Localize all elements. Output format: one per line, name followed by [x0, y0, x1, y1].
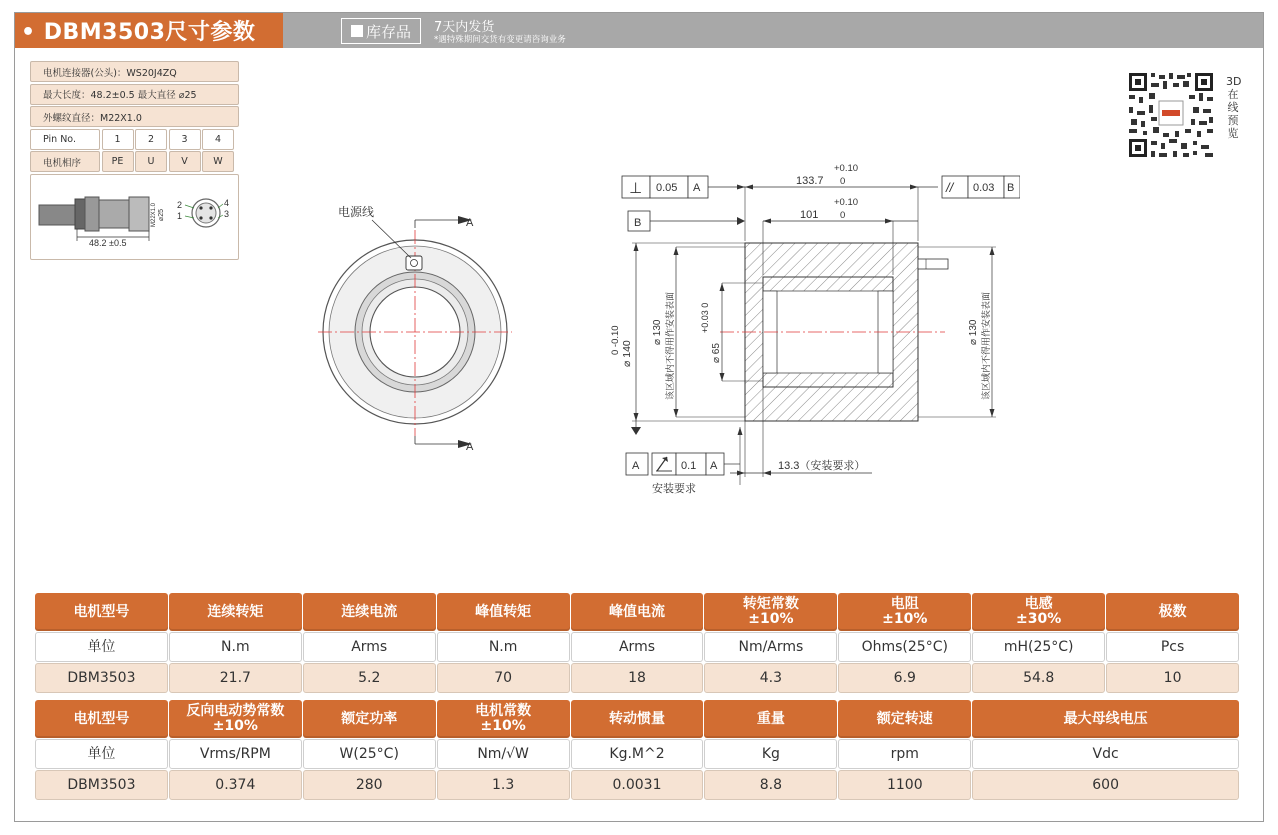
- table2-header: 最大母线电压: [972, 700, 1239, 738]
- table1-header: 电机型号: [35, 593, 168, 631]
- table1-header: [704, 593, 837, 631]
- table2-header: 重量: [704, 700, 837, 738]
- header-lines: [1016, 597, 1061, 627]
- dia-outer-tol: 0 -0.10: [610, 325, 621, 355]
- table1-header: 峰值转矩: [437, 593, 570, 631]
- table2-header: [169, 700, 302, 738]
- dia-130-left: ⌀ 130: [652, 319, 663, 345]
- perp-symbol: ⊥: [629, 179, 643, 197]
- parallel-value: 0.03: [973, 182, 995, 194]
- table1-value: 18: [571, 663, 704, 693]
- delivery-sub: *遇特殊期间交货有变更请咨询业务: [434, 35, 566, 45]
- no-mount-right: 该区域内不得用作安装表面: [981, 291, 991, 400]
- table2-unit: Kg: [704, 739, 837, 769]
- dim-diameter: ⌀25: [158, 208, 165, 221]
- table1-unit: Arms: [571, 632, 704, 662]
- table1-value: 4.3: [704, 663, 837, 693]
- qr-code[interactable]: [1127, 71, 1215, 159]
- mount-offset: 13.3（安装要求）: [778, 460, 866, 472]
- table1-unit: mH(25°C): [972, 632, 1105, 662]
- no-mount-left: 该区域内不得用作安装表面: [665, 291, 675, 400]
- dia-outer: ⌀ 140: [621, 340, 633, 367]
- page-title: • DBM3503尺寸参数: [15, 13, 283, 48]
- connector-svg: [31, 175, 238, 259]
- table1-unit: Ohms(25°C): [838, 632, 971, 662]
- table2-header: 转动惯量: [571, 700, 704, 738]
- header-lines: [186, 704, 284, 734]
- table2-value: 600: [972, 770, 1239, 800]
- header-lines: [743, 597, 799, 627]
- dia-130-right: ⌀ 130: [968, 319, 979, 345]
- spec-table-1: [35, 593, 1240, 694]
- qr-label[interactable]: 3D在线预览: [1226, 75, 1242, 140]
- table1-value: 54.8: [972, 663, 1105, 693]
- header-band: [283, 13, 1263, 48]
- table1-value: 21.7: [169, 663, 302, 693]
- dia-65-tol: +0.03 0: [700, 302, 710, 333]
- len-total: 133.7: [796, 175, 824, 187]
- table2-unit: Vdc: [972, 739, 1239, 769]
- dia-65: ⌀ 65: [711, 343, 722, 363]
- len-total-tol-low: 0: [840, 176, 846, 187]
- header-lines: [882, 597, 927, 627]
- table2-header: [437, 700, 570, 738]
- mount-req: 安装要求: [652, 483, 696, 495]
- table1-unit: Nm/Arms: [704, 632, 837, 662]
- box-icon: [351, 25, 363, 37]
- table2-header: 额定转速: [838, 700, 971, 738]
- header-line: ±10%: [882, 611, 928, 627]
- perp-ref: A: [693, 182, 701, 194]
- table2-unit: Nm/√W: [437, 739, 570, 769]
- table1-header: 峰值电流: [571, 593, 704, 631]
- runout-ref-right: A: [710, 460, 718, 472]
- stock-badge: [341, 18, 421, 44]
- datum-b: B: [634, 217, 642, 229]
- runout-value: 0.1: [681, 460, 697, 472]
- table1-value: DBM3503: [35, 663, 168, 693]
- pin-cell: 1: [102, 129, 134, 150]
- table2-unit: rpm: [838, 739, 971, 769]
- pin-label: 1: [177, 210, 183, 221]
- pin-cell: 3: [169, 129, 201, 150]
- side-view-drawing: [600, 155, 1020, 500]
- runout-ref-left: A: [632, 460, 640, 472]
- table2-value: 8.8: [704, 770, 837, 800]
- table1-value: 70: [437, 663, 570, 693]
- table2-value: DBM3503: [35, 770, 168, 800]
- pin-cell: 4: [202, 129, 234, 150]
- seq-cell: PE: [102, 151, 134, 172]
- header-line: 反向电动势常数: [186, 703, 285, 719]
- table2-unit: 单位: [35, 739, 168, 769]
- table1-header: 连续电流: [303, 593, 436, 631]
- phase-sequence-row: [30, 151, 239, 172]
- table1-unit: N.m: [169, 632, 302, 662]
- table1-value: 10: [1106, 663, 1239, 693]
- pin-number-row: [30, 129, 239, 150]
- table2-header: 额定功率: [303, 700, 436, 738]
- connector-length: 最大长度：48.2±0.5 最大直径 ⌀25: [30, 84, 239, 105]
- connector-drawing: [30, 174, 239, 260]
- len-inner: 101: [800, 209, 819, 221]
- header-line: 电阻: [890, 596, 919, 612]
- connector-panel: [30, 61, 239, 260]
- len-inner-tol-low: 0: [840, 210, 846, 221]
- perp-value: 0.05: [656, 182, 678, 194]
- table2-value: 0.374: [169, 770, 302, 800]
- table1-value: 6.9: [838, 663, 971, 693]
- header-lines: [475, 704, 531, 734]
- header-line: ±10%: [212, 718, 258, 734]
- header-line: 电机常数: [475, 703, 532, 719]
- stock-label: 库存品: [365, 22, 411, 41]
- table1-value: 5.2: [303, 663, 436, 693]
- table1-header: [972, 593, 1105, 631]
- pin-label: 3: [224, 208, 230, 219]
- table1-unit: 单位: [35, 632, 168, 662]
- table2-value: 0.0031: [571, 770, 704, 800]
- pin-cell: 2: [135, 129, 167, 150]
- header-line: ±30%: [1016, 611, 1062, 627]
- pin-label: 2: [177, 199, 183, 210]
- len-total-tol-up: +0.10: [834, 163, 859, 174]
- parallel-ref: B: [1007, 182, 1015, 194]
- connector-model: 电机连接器(公头)：WS20J4ZQ: [30, 61, 239, 82]
- table2-value: 1.3: [437, 770, 570, 800]
- section-a-bottom: A: [466, 441, 474, 453]
- header-line: 电感: [1024, 596, 1053, 612]
- table2-unit: W(25°C): [303, 739, 436, 769]
- connector-thread: 外螺纹直径：M22X1.0: [30, 106, 239, 127]
- delivery-main: 7天内发货: [434, 20, 495, 35]
- dim-length: 48.2 ±0.5: [89, 237, 127, 248]
- table1-header: 极数: [1106, 593, 1239, 631]
- table1-unit: Pcs: [1106, 632, 1239, 662]
- seq-cell: U: [135, 151, 167, 172]
- header-line: ±10%: [480, 718, 526, 734]
- seq-cell: V: [169, 151, 201, 172]
- table2-unit: Vrms/RPM: [169, 739, 302, 769]
- pin-label: 4: [224, 197, 230, 208]
- front-view-drawing: [310, 200, 520, 460]
- seq-head: 电机相序: [30, 151, 100, 172]
- spec-table-2: [35, 700, 1240, 801]
- section-a-top: A: [466, 217, 474, 229]
- seq-cell: W: [202, 151, 234, 172]
- header-line: 转矩常数: [742, 596, 799, 612]
- len-inner-tol-up: +0.10: [834, 197, 859, 208]
- table2-unit: Kg.M^2: [571, 739, 704, 769]
- table2-value: 1100: [838, 770, 971, 800]
- table2-value: 280: [303, 770, 436, 800]
- table2-header: 电机型号: [35, 700, 168, 738]
- table1-unit: N.m: [437, 632, 570, 662]
- table1-header: 连续转矩: [169, 593, 302, 631]
- pin-head: Pin No.: [30, 129, 100, 150]
- dim-thread: M22X1.0: [151, 202, 157, 227]
- table1-header: [838, 593, 971, 631]
- table1-unit: Arms: [303, 632, 436, 662]
- power-line-label: 电源线: [338, 205, 375, 219]
- parallel-symbol: //: [946, 180, 954, 195]
- header-line: ±10%: [748, 611, 794, 627]
